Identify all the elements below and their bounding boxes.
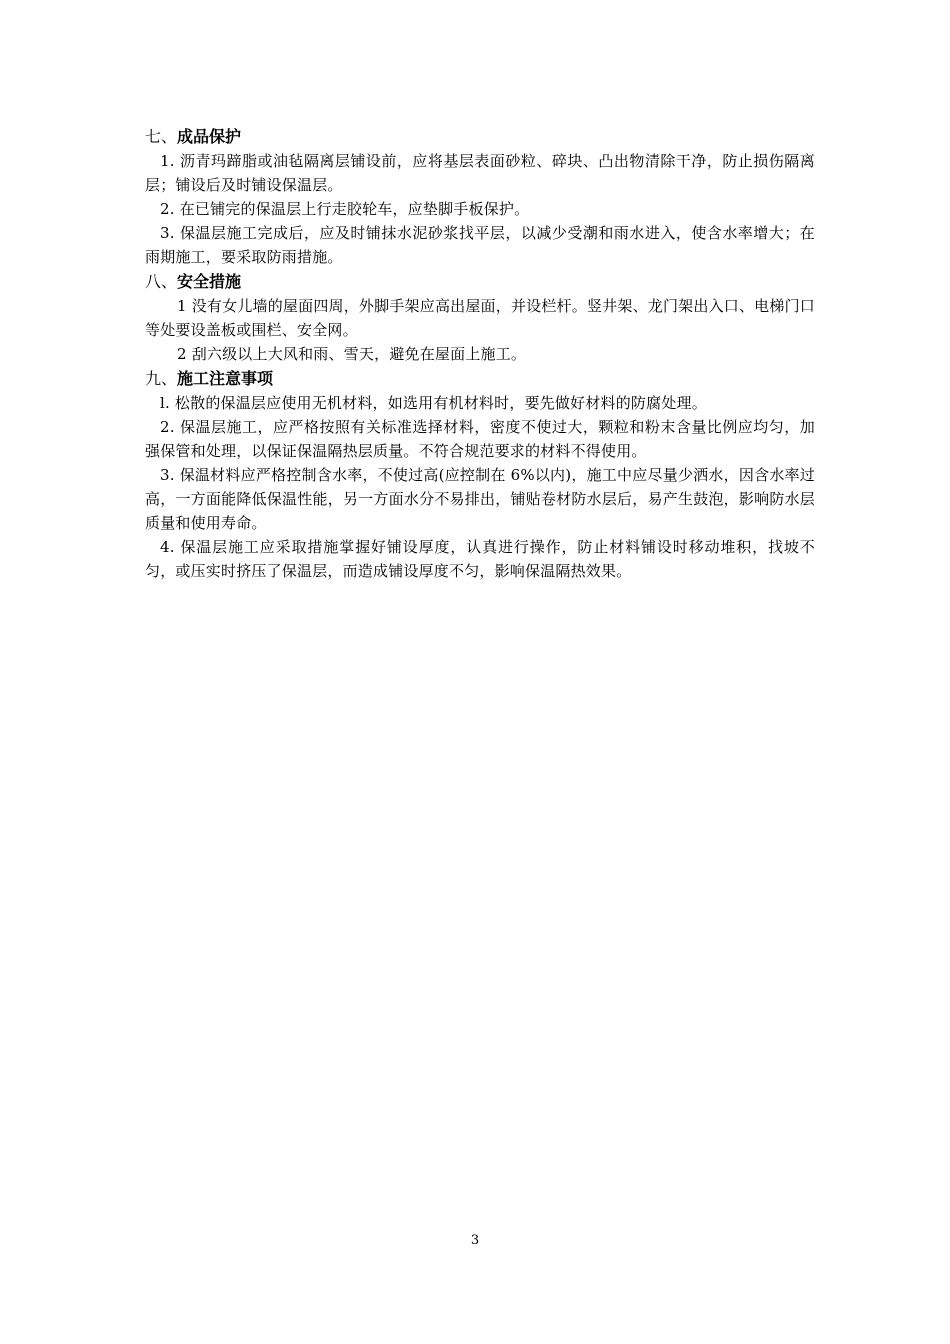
- section-safety-measures: [145, 269, 815, 366]
- section-heading: [145, 366, 815, 391]
- page-number: 3: [470, 1233, 480, 1248]
- paragraph: 1 没有女儿墙的屋面四周，外脚手架应高出屋面，并设栏杆。竖井架、龙门架出入口、电梯门口等处要设盖板或围栏、安全网。: [145, 297, 815, 339]
- paragraph: 4. 保温层施工应采取措施掌握好铺设厚度，认真进行操作，防止材料铺设时移动堆积，找坡不匀，或压实时挤压了保温层，而造成铺设厚度不匀，影响保温隔热效果。: [145, 538, 815, 580]
- section-heading: [145, 269, 815, 294]
- section-title: 安全措施: [177, 272, 242, 291]
- section-number: 七、: [145, 127, 178, 146]
- section-title: 成品保护: [177, 127, 242, 146]
- paragraph: 2. 保温层施工，应严格按照有关标准选择材料，密度不使过大，颗粒和粉末含量比例应均匀，加强保管和处理，以保证保温隔热层质量。不符合规范要求的材料不得使用。: [145, 418, 815, 460]
- paragraph: l. 松散的保温层应使用无机材料，如选用有机材料时，要先做好材料的防腐处理。: [160, 394, 707, 412]
- paragraph: 2. 在已铺完的保温层上行走胶轮车，应垫脚手板保护。: [160, 200, 530, 218]
- paragraph: 3. 保温材料应严格控制含水率，不使过高(应控制在 6%以内)，施工中应尽量少洒水，因含水率过高，一方面能降低保温性能，另一方面水分不易排出，铺贴卷材防水层后，易产生鼓泡，影响防水层质量和使用寿命。: [145, 466, 815, 532]
- section-number: 九、: [145, 369, 178, 388]
- section-construction-notes: [145, 366, 815, 583]
- document-body: [145, 124, 815, 583]
- paragraph: 3. 保温层施工完成后，应及时铺抹水泥砂浆找平层，以减少受潮和雨水进入，使含水率增大；在雨期施工，要采取防雨措施。: [145, 224, 815, 266]
- paragraph: 1. 沥青玛蹄脂或油毡隔离层铺设前，应将基层表面砂粒、碎块、凸出物清除干净，防止损伤隔离层；铺设后及时铺设保温层。: [145, 152, 815, 194]
- section-title: 施工注意事项: [177, 369, 274, 388]
- section-finished-product-protection: [145, 124, 815, 269]
- section-heading: [145, 124, 815, 149]
- paragraph: 2 刮六级以上大风和雨、雪天，避免在屋面上施工。: [177, 345, 527, 363]
- section-number: 八、: [145, 272, 178, 291]
